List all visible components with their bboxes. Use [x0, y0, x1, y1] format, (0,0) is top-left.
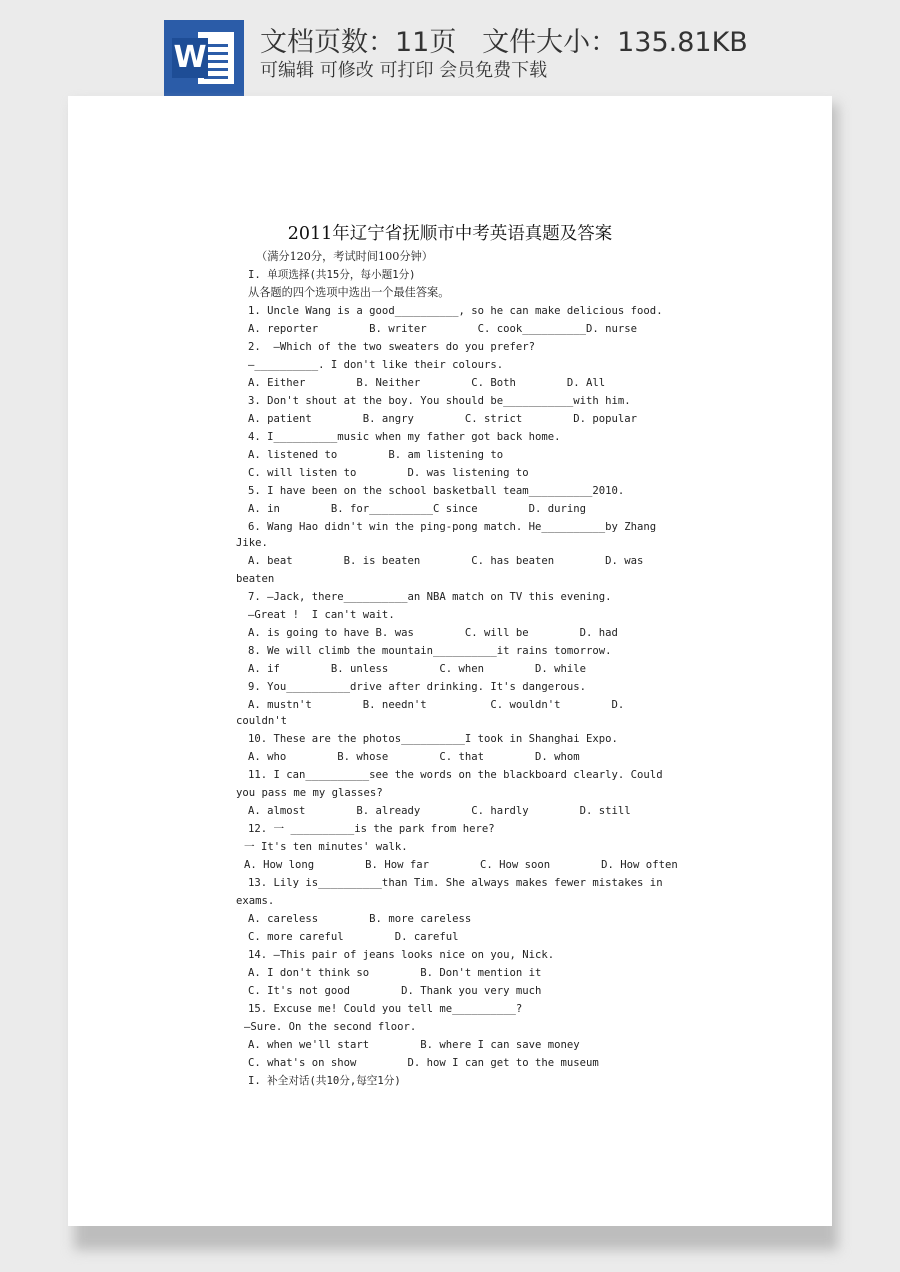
document-line: C. will listen to D. was listening to	[248, 467, 529, 479]
document-line: you pass me my glasses?	[236, 787, 383, 799]
document-line: C. It's not good D. Thank you very much	[248, 985, 542, 997]
document-line: A. patient B. angry C. strict D. popular	[248, 413, 638, 425]
document-line: 9. You__________drive after drinking. It's dangerous.	[248, 681, 587, 693]
document-line: A. careless B. more careless	[248, 913, 472, 925]
document-line: 1. Uncle Wang is a good__________, so he can make delicious food.	[248, 305, 663, 317]
document-line: I. 补全对话(共10分,每空1分)	[248, 1075, 401, 1087]
document-line: 从各题的四个选项中选出一个最佳答案。	[248, 286, 450, 299]
document-line: A. listened to B. am listening to	[248, 449, 504, 461]
document-line: C. what's on show D. how I can get to the museum	[248, 1057, 599, 1069]
document-line: A. mustn't B. needn't C. wouldn't D.	[248, 699, 625, 711]
document-line: 4. I__________music when my father got back home.	[248, 431, 561, 443]
document-line: A. is going to have B. was C. will be D. had	[248, 627, 618, 639]
document-line: C. more careful D. careful	[248, 931, 459, 943]
document-line: （满分120分，考试时间100分钟）	[256, 250, 433, 263]
document-line: 6. Wang Hao didn't win the ping-pong match. He__________by Zhang	[248, 521, 657, 533]
document-line: —__________. I don't like their colours.	[248, 359, 504, 371]
document-line: 13. Lily is__________than Tim. She always makes fewer mistakes in	[248, 877, 663, 889]
document-line: A. reporter B. writer C. cook__________D. nurse	[248, 323, 638, 335]
document-line: A. I don't think so B. Don't mention it	[248, 967, 542, 979]
document-line: —Sure. On the second floor.	[244, 1021, 417, 1033]
document-line: A. How long B. How far C. How soon D. How often	[244, 859, 678, 871]
document-line: A. beat B. is beaten C. has beaten D. was	[248, 555, 644, 567]
document-line: I. 单项选择(共15分，每小题1分)	[248, 269, 416, 281]
document-line: A. in B. for__________C since D. during	[248, 503, 587, 515]
document-line: beaten	[236, 573, 275, 585]
document-info-subtitle: 可编辑 可修改 可打印 会员免费下载	[260, 60, 548, 81]
document-line: 11. I can__________see the words on the blackboard clearly. Could	[248, 769, 663, 781]
document-info-title: 文档页数：11页 文件大小：135.81KB	[260, 27, 748, 58]
document-title: 2011年辽宁省抚顺市中考英语真题及答案	[287, 224, 613, 244]
document-page	[68, 96, 832, 1226]
document-line: —Great ! I can't wait.	[248, 609, 395, 621]
document-line: 5. I have been on the school basketball team__________2010.	[248, 485, 625, 497]
document-line: A. when we'll start B. where I can save money	[248, 1039, 580, 1051]
document-line: A. Either B. Neither C. Both D. All	[248, 377, 606, 389]
document-line: 7. —Jack, there__________an NBA match on TV this evening.	[248, 591, 612, 603]
document-line: 14. —This pair of jeans looks nice on you, Nick.	[248, 949, 555, 961]
document-line: A. who B. whose C. that D. whom	[248, 751, 580, 763]
document-line: exams.	[236, 895, 275, 907]
document-line: 15. Excuse me! Could you tell me__________?	[248, 1003, 523, 1015]
word-w-letter: W	[172, 38, 208, 78]
document-line: 2. —Which of the two sweaters do you prefer?	[248, 341, 536, 353]
document-line: 12. 一 __________is the park from here?	[248, 823, 495, 835]
document-line: Jike.	[236, 537, 268, 549]
document-line: 3. Don't shout at the boy. You should be___________with him.	[248, 395, 631, 407]
document-line: 8. We will climb the mountain__________it rains tomorrow.	[248, 645, 612, 657]
document-line: A. almost B. already C. hardly D. still	[248, 805, 631, 817]
document-line: A. if B. unless C. when D. while	[248, 663, 587, 675]
document-line: 10. These are the photos__________I took in Shanghai Expo.	[248, 733, 618, 745]
download-banner	[0, 0, 900, 100]
document-line: couldn't	[236, 715, 288, 727]
document-line: 一 It's ten minutes' walk.	[244, 841, 408, 853]
word-document-icon	[164, 20, 244, 96]
